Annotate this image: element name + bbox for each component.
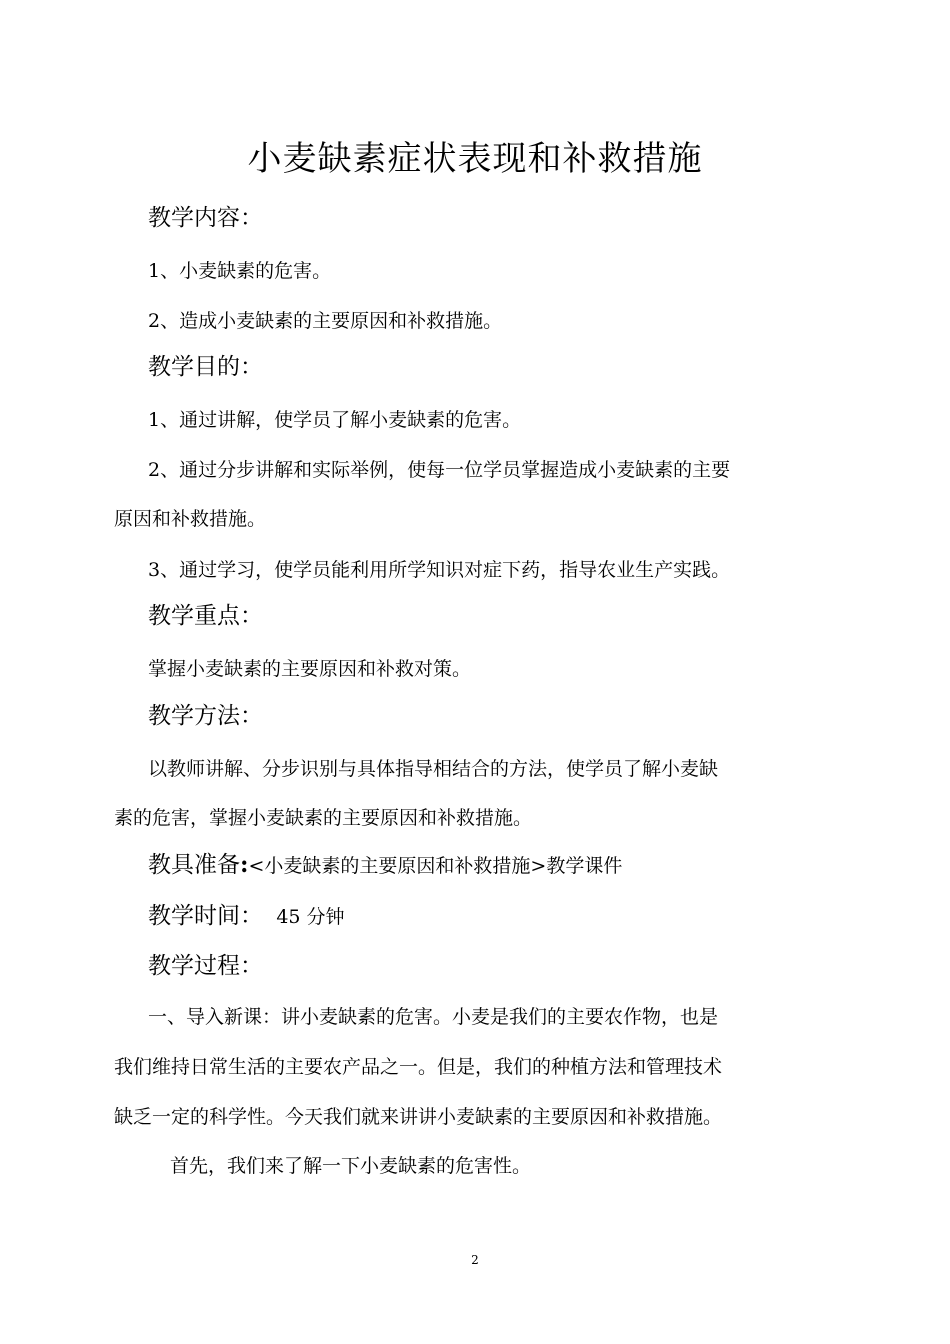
content-item-1: 1、小麦缺素的危害。 <box>148 260 332 282</box>
content-item-2: 2、造成小麦缺素的主要原因和补救措施。 <box>148 310 503 332</box>
heading-teaching-method: 教学方法： <box>148 703 263 729</box>
heading-teaching-goals: 教学目的： <box>148 354 263 380</box>
time-line <box>148 901 345 932</box>
heading-teaching-process: 教学过程： <box>148 953 263 979</box>
goal-item-2-line-1: 2、通过分步讲解和实际举例，使每一位学员掌握造成小麦缺素的主要 <box>148 459 731 481</box>
focus-text: 掌握小麦缺素的主要原因和补救对策。 <box>148 658 472 680</box>
method-text-line-2: 素的危害，掌握小麦缺素的主要原因和补救措施。 <box>114 807 533 829</box>
process-line-3: 缺乏一定的科学性。今天我们就来讲讲小麦缺素的主要原因和补救措施。 <box>114 1106 723 1128</box>
heading-teaching-focus: 教学重点： <box>148 603 263 629</box>
time-value: 45 分钟 <box>276 906 345 928</box>
goal-item-3: 3、通过学习，使学员能利用所学知识对症下药，指导农业生产实践。 <box>148 559 731 581</box>
process-line-1: 一、导入新课：讲小麦缺素的危害。小麦是我们的主要农作物，也是 <box>148 1006 719 1028</box>
time-label: 教学时间： <box>148 903 263 929</box>
heading-teaching-content: 教学内容： <box>148 205 263 231</box>
goal-item-1: 1、通过讲解，使学员了解小麦缺素的危害。 <box>148 409 522 431</box>
tools-label: 教具准备 <box>148 852 240 878</box>
page-number: 2 <box>471 1253 479 1267</box>
tools-colon: : <box>240 851 249 878</box>
document-title: 小麦缺素症状表现和补救措施 <box>247 139 703 179</box>
tools-value: <小麦缺素的主要原因和补救措施>教学课件 <box>248 855 623 877</box>
tools-line <box>148 850 622 881</box>
process-line-4: 首先，我们来了解一下小麦缺素的危害性。 <box>170 1155 532 1177</box>
process-line-2: 我们维持日常生活的主要农产品之一。但是，我们的种植方法和管理技术 <box>114 1056 723 1078</box>
goal-item-2-line-2: 原因和补救措施。 <box>114 508 267 530</box>
method-text-line-1: 以教师讲解、分步识别与具体指导相结合的方法，使学员了解小麦缺 <box>148 758 719 780</box>
